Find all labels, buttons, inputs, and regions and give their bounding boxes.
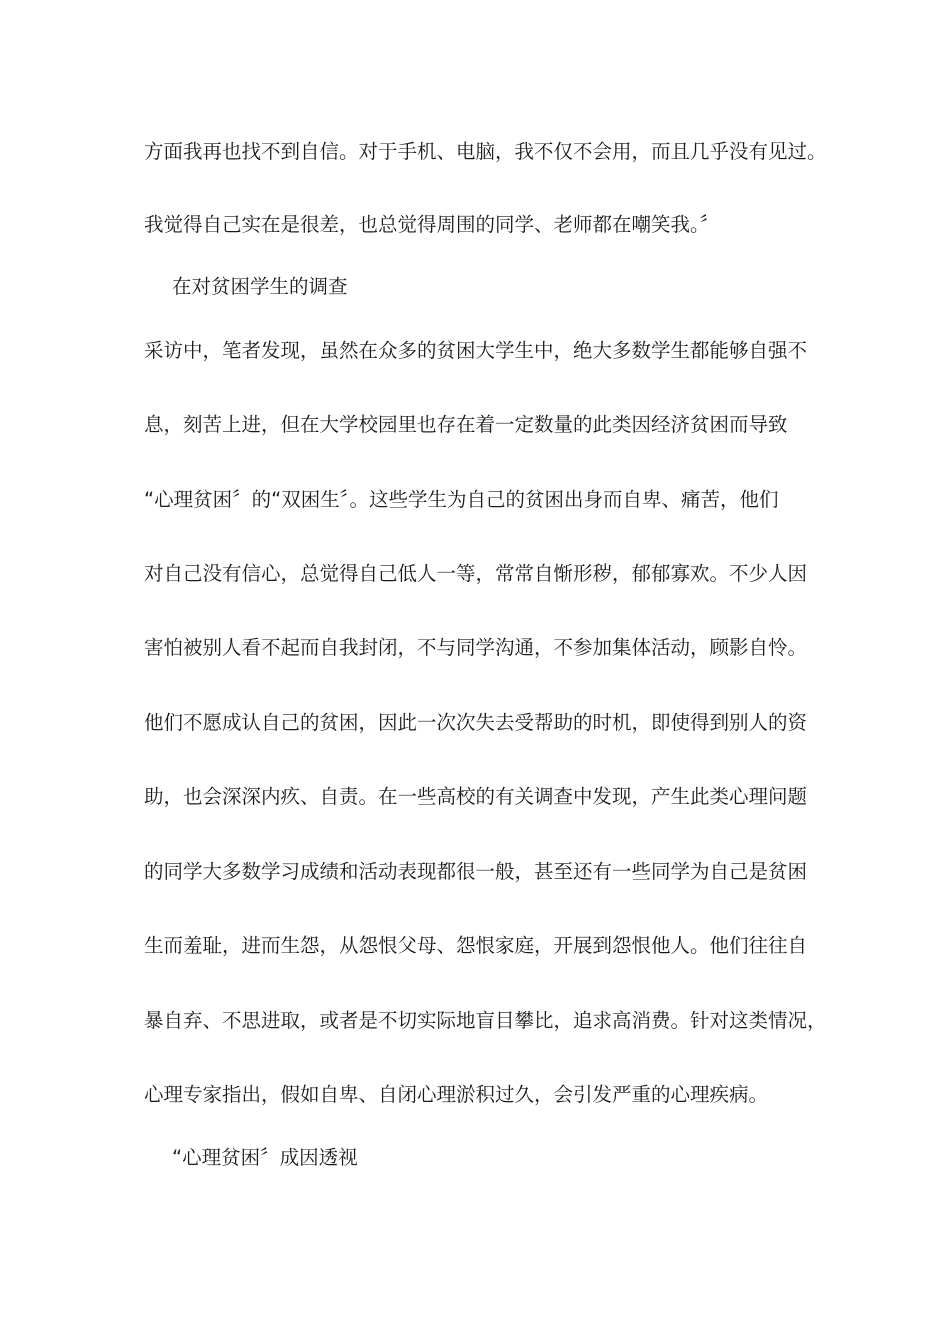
text-line: 他们不愿成认自己的贫困，因此一次次失去受帮助的时机，即使得到别人的资 bbox=[144, 711, 808, 734]
text-line: 方面我再也找不到自信。对于手机、电脑，我不仅不会用，而且几乎没有见过。 bbox=[144, 140, 827, 163]
text-line: 害怕被别人看不起而自我封闭，不与同学沟通，不参加集体活动，顾影自怜。 bbox=[144, 636, 808, 659]
text-line: 采访中，笔者发现，虽然在众多的贫困大学生中，绝大多数学生都能够自强不 bbox=[144, 339, 808, 362]
text-line: 助，也会深深内疚、自责。在一些高校的有关调查中发现，产生此类心理问题 bbox=[144, 785, 808, 808]
text-line: 的同学大多数学习成绩和活动表现都很一般，甚至还有一些同学为自己是贫困 bbox=[144, 860, 808, 883]
text-line: 息，刻苦上进，但在大学校园里也存在着一定数量的此类因经济贫困而导致 bbox=[144, 413, 788, 436]
text-line: 心理专家指出，假如自卑、自闭心理淤积过久，会引发严重的心理疾病。 bbox=[144, 1083, 769, 1106]
text-line-indented: 在对贫困学生的调查 bbox=[172, 275, 348, 298]
section-heading: “心理贫困〞成因透视 bbox=[172, 1146, 358, 1169]
text-line: 生而羞耻，进而生怨，从怨恨父母、怨恨家庭，开展到怨恨他人。他们往往自 bbox=[144, 934, 808, 957]
text-line: “心理贫困〞的“双困生〞。这些学生为自己的贫困出身而自卑、痛苦，他们 bbox=[144, 488, 779, 511]
text-line: 我觉得自己实在是很差，也总觉得周围的同学、老师都在嘲笑我。〞 bbox=[144, 213, 720, 236]
text-line: 暴自弃、不思进取，或者是不切实际地盲目攀比，追求高消费。针对这类情况， bbox=[144, 1009, 827, 1032]
text-line: 对自己没有信心，总觉得自己低人一等，常常自惭形秽，郁郁寡欢。不少人因 bbox=[144, 562, 808, 585]
